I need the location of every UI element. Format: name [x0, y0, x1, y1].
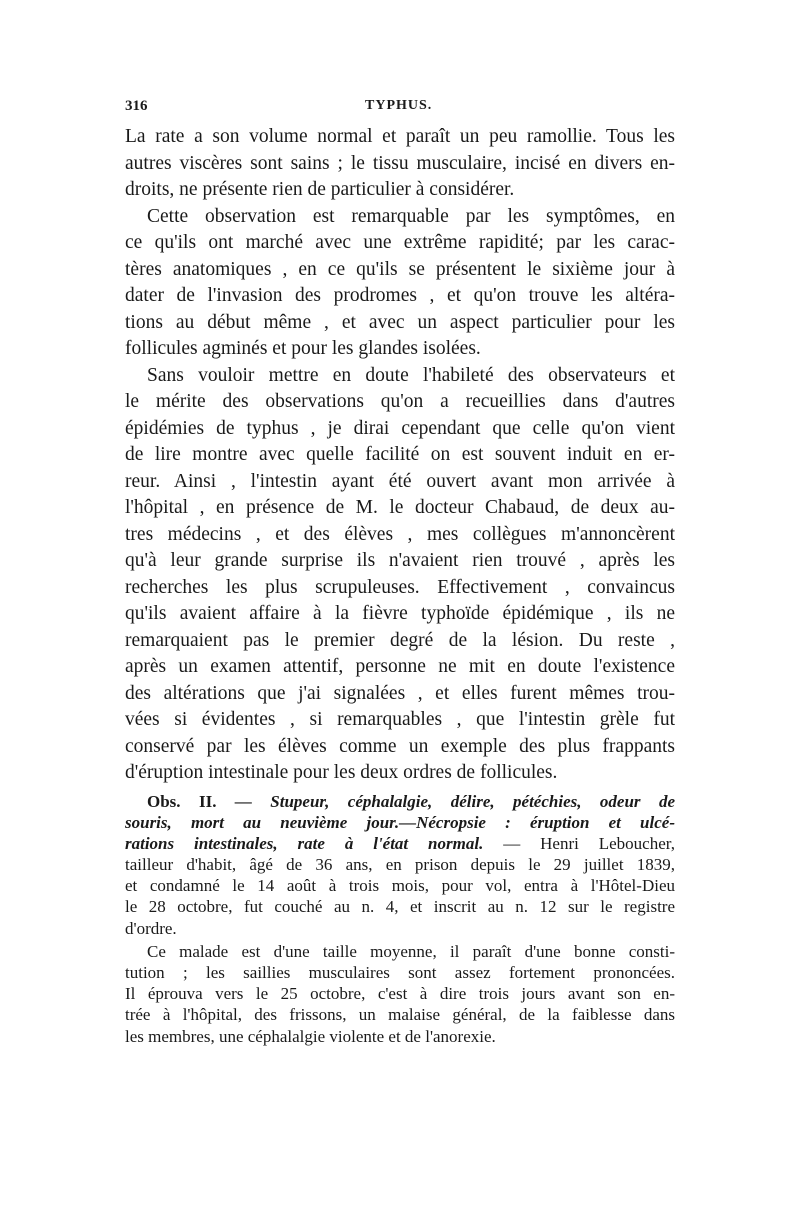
text-line: Il éprouva vers le 25 octobre, c'est à dire trois jours avant son en-	[125, 984, 675, 1004]
observation-heading-line	[125, 833, 675, 854]
text-line: reur. Ainsi , l'intestin ayant été ouvert avant mon arrivée à	[125, 470, 675, 492]
observation-title: — Stupeur, céphalalgie, délire, pétéchies, odeur de	[216, 791, 675, 811]
paragraph-3	[125, 363, 675, 787]
paragraph-1	[125, 124, 675, 204]
text-line: conservé par les élèves comme un exemple des plus frappants	[125, 735, 675, 757]
running-title: TYPHUS.	[365, 98, 433, 113]
text-line: recherches les plus scrupuleuses. Effectivement , convaincus	[125, 576, 675, 598]
paragraph-2	[125, 204, 675, 363]
text-line: autres viscères sont sains ; le tissu musculaire, incisé en divers en-	[125, 152, 675, 174]
text-line: qu'à leur grande surprise ils n'avaient rien trouvé , après les	[125, 550, 675, 571]
text-line: d'éruption intestinale pour les deux ordres de follicules.	[125, 762, 558, 783]
page-header	[125, 96, 675, 120]
text-line: le 28 octobre, fut couché au n. 4, et inscrit au n. 12 sur le registre	[125, 897, 675, 917]
observation-title: rations intestinales, rate à l'état normal.	[125, 833, 484, 853]
text-line: d'ordre.	[125, 918, 177, 938]
text-line: trée à l'hôpital, des frissons, un malaise général, de la faiblesse dans	[125, 1005, 675, 1025]
text-line: remarquaient pas le premier degré de la lésion. Du reste ,	[125, 629, 675, 651]
text-line: tution ; les saillies musculaires sont assez fortement prononcées.	[125, 963, 675, 982]
text-line: tres médecins , et des élèves , mes collègues m'annoncèrent	[125, 523, 675, 545]
observation-text: — Henri Leboucher,	[483, 833, 675, 853]
text-line: droits, ne présente rien de particulier à considérer.	[125, 179, 515, 200]
page-number: 316	[125, 98, 148, 114]
text-line: tailleur d'habit, âgé de 36 ans, en prison depuis le 29 juillet 1839,	[125, 855, 675, 875]
text-line: de lire montre avec quelle facilité on est souvent induit en er-	[125, 444, 675, 465]
text-line: dater de l'invasion des prodromes , et qu'on trouve les altéra-	[125, 285, 675, 306]
text-line: des altérations que j'ai signalées , et elles furent mêmes trou-	[125, 682, 675, 704]
text-line: vées si évidentes , si remarquables , que l'intestin grèle fut	[125, 709, 675, 730]
text-line: les membres, une céphalalgie violente et de l'anorexie.	[125, 1026, 496, 1046]
text-line: Sans vouloir mettre en doute l'habileté des observateurs et	[147, 364, 675, 386]
text-line: tères anatomiques , en ce qu'ils se présentent le sixième jour à	[125, 258, 675, 280]
text-line: et condamné le 14 août à trois mois, pour vol, entra à l'Hôtel-Dieu	[125, 876, 675, 896]
text-line: épidémies de typhus , je dirai cependant que celle qu'on vient	[125, 417, 675, 439]
observation-title: souris, mort au neuvième jour.—Nécropsie : éruption et ulcé-	[125, 812, 675, 832]
observation-label: Obs. II.	[147, 791, 217, 811]
observation-block	[125, 791, 675, 939]
text-line: le mérite des observations qu'on a recueillies dans d'autres	[125, 391, 675, 412]
text-line: après un examen attentif, personne ne mit en doute l'existence	[125, 656, 675, 677]
observation-heading-line	[125, 791, 675, 812]
text-line: Cette observation est remarquable par les symptômes, en	[147, 205, 675, 227]
text-line: ce qu'ils ont marché avec une extrême rapidité; par les carac-	[125, 232, 675, 253]
page-text	[125, 124, 675, 1047]
text-line: follicules agminés et pour les glandes isolées.	[125, 338, 481, 359]
observation-heading-line	[125, 812, 675, 833]
text-line: l'hôpital , en présence de M. le docteur Chabaud, de deux au-	[125, 497, 675, 518]
text-line: qu'ils avaient affaire à la fièvre typhoïde épidémique , ils ne	[125, 603, 675, 624]
paragraph-5	[125, 941, 675, 1047]
text-line: Ce malade est d'une taille moyenne, il paraît d'une bonne consti-	[147, 941, 675, 961]
text-line: La rate a son volume normal et paraît un peu ramollie. Tous les	[125, 126, 675, 147]
text-line: tions au début même , et avec un aspect particulier pour les	[125, 311, 675, 333]
